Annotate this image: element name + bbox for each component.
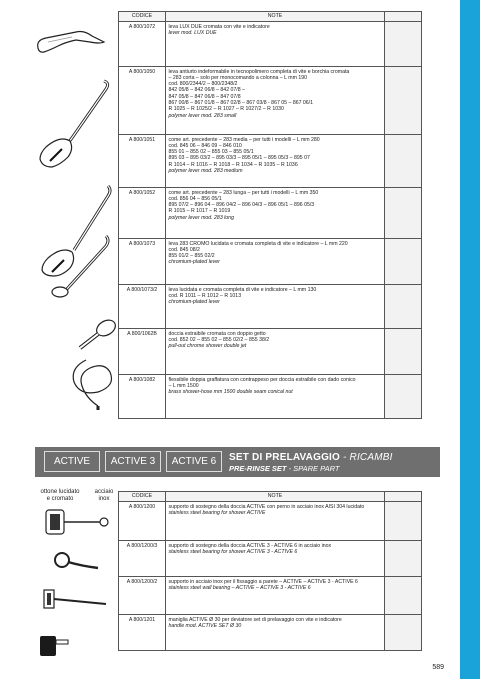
row-notes [166,502,385,541]
row-desc: supporto in acciaio inox per il fissaggio a parete – ACTIVE – ACTIVE 3 - ACTIVE 6 [168,578,358,585]
spare-parts-table-top [118,11,422,419]
row-desc: come art. precedente – 283 lunga – per tutti i modelli – L mm 350 cod. 856 04 – 856 05/1 895 07/2 – 896 04 – 896 04/2 – 896 04/3 – 896 05/1 – 896 05/3 R 1015 – R 1017 – R 1019 [168,189,319,215]
row-desc-en: polymer lever mod. 283 small [168,112,237,119]
row-notes [166,375,385,419]
lever-283-long-icon [46,232,112,302]
page-number: 589 [432,664,444,671]
shower-support-icon [40,504,116,540]
section-banner [35,447,440,477]
table-row [119,541,422,577]
row-empty [385,615,422,651]
banner-subtitle [229,464,339,473]
handle-active-icon [36,628,76,662]
row-code: A 800/1052 [119,188,166,239]
row-empty [385,188,422,239]
header-notes: NOTE [166,492,385,502]
model-button-active-6[interactable]: ACTIVE 6 [166,451,222,472]
row-notes [166,67,385,135]
row-empty [385,22,422,67]
row-desc-en: stainless steel wall bearing – ACTIVE – ACTIVE 3 - ACTIVE 6 [168,584,311,591]
wall-bearing-icon [40,584,116,614]
banner-title-main: SET DI PRELAVAGGIO [229,452,341,463]
row-desc: supporto di sostegno della doccia ACTIVE 3 - ACTIVE 6 in acciaio inox [168,542,332,549]
table-row [119,67,422,135]
row-desc-en: handle mod. ACTIVE SET Ø 30 [168,622,242,629]
accent-side-strip [460,0,480,679]
row-desc: come art. precedente – 283 media – per tutti i modelli – L mm 280 cod. 845 06 – 846 09 – 846 010 855 01 – 855 02 – 855 03 – 855 05/1 895 03 – 895 03/2 – 895 03/3 – 895 05/1 – 895 05/3 – 895 07 R 1014 – R 1016 – R 1018 – R 1034 – R 1035 – R 1036 [168,136,320,168]
model-button-active-3[interactable]: ACTIVE 3 [105,451,161,472]
table-header-row [119,492,422,502]
spare-parts-table-bottom [118,491,422,651]
row-desc: maniglia ACTIVE Ø 30 per deviatore set di prelavaggio con vite e indicatore [168,616,342,623]
lever-283-small-icon [30,75,114,175]
row-notes [166,541,385,577]
row-notes [166,285,385,329]
row-empty [385,577,422,615]
header-empty [385,12,422,22]
lever-lux-due-icon [32,26,112,56]
row-desc-en: pull-out chrome shower double jet [168,343,247,350]
row-desc: leva LUX DUE cromata con vite e indicatore [168,23,270,30]
row-desc-en: polymer lever mod. 283 long [168,214,234,221]
row-notes [166,577,385,615]
row-notes [166,329,385,375]
shower-support-3-icon [48,546,108,576]
finish-label-steel: acciaio inox [94,489,114,502]
model-button-active[interactable]: ACTIVE [44,451,100,472]
row-desc-en: brass shower-hose mm 1500 double seam conical nut [168,389,293,396]
header-code: CODICE [119,492,166,502]
row-desc: leva 283 CROMO lucidata e cromata completa di vite e indicatore – L mm 220 cod. 845 08/2 855 01/2 – 855 02/2 [168,240,348,260]
row-code: A 800/1073 [119,239,166,285]
table-header-row [119,12,422,22]
row-desc-en: chromium-plated lever [168,299,220,306]
row-code: A 800/1062B [119,329,166,375]
finish-label-brass: ottone lucidato e cromato [40,489,80,502]
row-empty [385,502,422,541]
banner-title-sub: - RICAMBI [340,452,393,463]
row-empty [385,541,422,577]
row-code: A 800/1082 [119,375,166,419]
row-code: A 800/1200 [119,502,166,541]
row-notes [166,615,385,651]
banner-subtitle-main: PRE-RINSE SET [229,464,287,473]
banner-subtitle-sub: - SPARE PART [286,464,340,473]
table-row [119,239,422,285]
row-desc-en: stainless steel bearing for shower ACTIVE [168,509,266,516]
header-notes: NOTE [166,12,385,22]
row-desc-en: stainless steel bearing for shower ACTIVE 3 - ACTIVE 6 [168,548,298,555]
row-desc: leva lucidata e cromata completa di vite e indicatore – L mm 130 cod. R 1011 – R 1012 – R 1013 [168,286,317,299]
row-code: A 800/1073/2 [119,285,166,329]
table-row [119,375,422,419]
row-desc: flessibile doppia graffatura con contrappeso per doccia estraibile con dado conico – L mm 1500 [168,376,356,389]
row-desc: doccia estraibile cromata con doppio getto cod. 852 02 – 855 02 – 855 02/2 – 855 38/2 [168,330,270,343]
table-row [119,285,422,329]
header-empty [385,492,422,502]
table-row [119,188,422,239]
row-code: A 800/1051 [119,135,166,188]
row-code: A 800/1072 [119,22,166,67]
row-desc: leva antiurto indeformabile in tecnopolimero completa di vite e borchia cromata – 283 corta – solo per monocomando a colonna – L mm 190 cod. 800/2344/2 – 800/2348/2 842 05/8 – 842 06/8 – 842 07/8 – 847 05/8 – 847 06/8 – 847 07/8 867 00/8 – 867 01/8 – 867 02/8 – 867 03/8 - 867 05 – 867 06/1 R 1025 – R 1025/2 – R 1027 – R 1027/2 – R 1030 [168,68,350,113]
row-code: A 800/1200/3 [119,541,166,577]
row-empty [385,285,422,329]
row-desc-en: polymer lever mod. 283 medium [168,167,243,174]
header-code: CODICE [119,12,166,22]
table-row [119,615,422,651]
row-empty [385,67,422,135]
row-notes [166,22,385,67]
row-empty [385,239,422,285]
table-row [119,135,422,188]
table-row [119,329,422,375]
banner-title [229,452,393,463]
table-row [119,22,422,67]
row-empty [385,375,422,419]
row-code: A 800/1201 [119,615,166,651]
row-empty [385,135,422,188]
row-notes [166,188,385,239]
row-desc-en: chromium-plated lever [168,259,220,266]
row-notes [166,239,385,285]
row-desc: supporto di sostegno della doccia ACTIVE con perno in acciaio inox AISI 304 lucidato [168,503,365,510]
row-code: A 800/1050 [119,67,166,135]
row-code: A 800/1200/2 [119,577,166,615]
table-row [119,502,422,541]
table-row [119,577,422,615]
row-desc-en: lever mod. LUX DUE [168,29,217,36]
row-empty [385,329,422,375]
shower-head-hose-icon [64,302,124,412]
row-notes [166,135,385,188]
